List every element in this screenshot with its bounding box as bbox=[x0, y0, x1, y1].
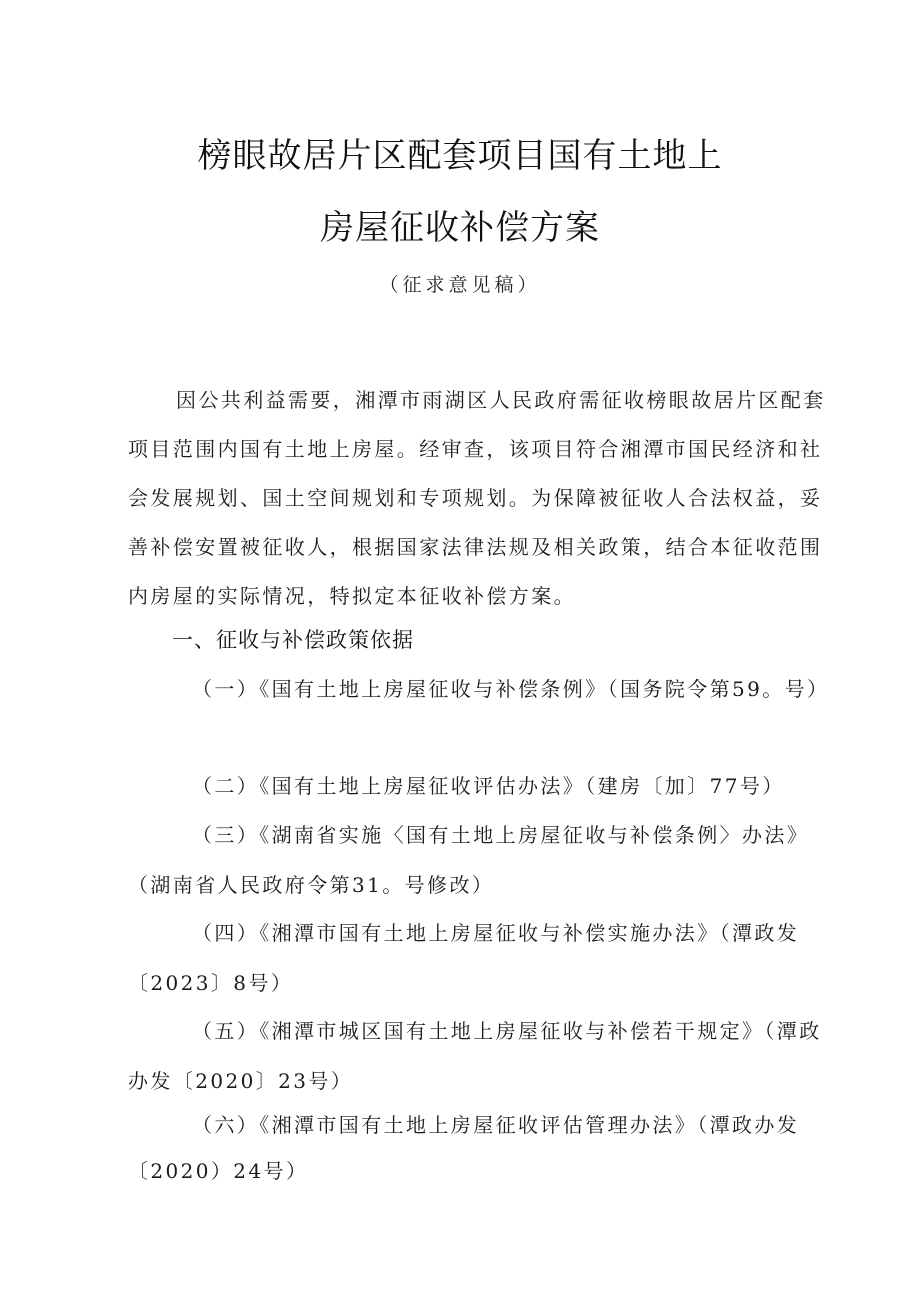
policy-item-1: （一）《国有土地上房屋征收与补偿条例》（国务院令第59。号） bbox=[192, 677, 830, 701]
document-subtitle: （征求意见稿） bbox=[379, 274, 541, 296]
section-heading: 一、征收与补偿政策依据 bbox=[172, 628, 414, 652]
policy-item-4: （四）《湘潭市国有土地上房屋征收与补偿实施办法》（潭政发〔2023〕8号） bbox=[128, 921, 800, 995]
policy-item-2: （二）《国有土地上房屋征收评估办法》（建房〔加〕77号） bbox=[192, 774, 785, 798]
policy-item-6: （六）《湘潭市国有土地上房屋征收评估管理办法》（潭政办发〔2020）24号） bbox=[128, 1113, 800, 1183]
document-title-line1: 榜眼故居片区配套项目国有土地上 bbox=[197, 136, 723, 176]
document-title-line2: 房屋征收补偿方案 bbox=[320, 208, 600, 248]
policy-item-3: （三）《湖南省实施〈国有土地上房屋征收与补偿条例〉办法》（湖南省人民政府令第31。号修改） bbox=[128, 823, 810, 897]
intro-paragraph: 因公共利益需要，湘潭市雨湖区人民政府需征收榜眼故居片区配套项目范围内国有土地上房屋。经审查，该项目符合湘潭市国民经济和社会发展规划、国土空间规划和专项规划。为保障被征收人合法权益，妥善补偿安置被征收人，根据国家法律法规及相关政策，结合本征收范围内房屋的实际情况，特拟定本征收补偿方案。 bbox=[128, 388, 826, 608]
policy-item-5: （五）《湘潭市城区国有土地上房屋征收与补偿若干规定》（潭政办发〔2020〕23号） bbox=[128, 1019, 822, 1093]
